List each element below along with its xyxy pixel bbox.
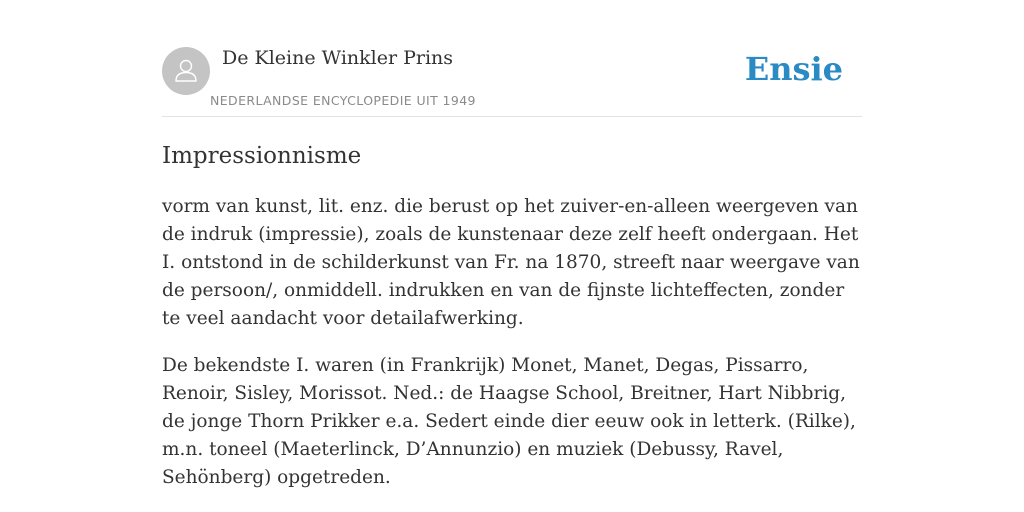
page-container bbox=[162, 46, 862, 492]
avatar[interactable] bbox=[162, 47, 210, 95]
entry-paragraph-2: De bekendste I. waren (in Frankrijk) Monet, Manet, Degas, Pissarro, Renoir, Sisley, Morissot. Ned.: de Haagse School, Breitner, Hart Nibbrig, de jonge Thorn Prikker e.a. Sedert einde dier eeuw ook in letterk. (Rilke), m.n. toneel (Maeterlinck, D’Annunzio) en muziek (Debussy, Ravel, Sehönberg) opgetreden. bbox=[162, 355, 856, 488]
source-subtitle: NEDERLANDSE ENCYCLOPEDIE UIT 1949 bbox=[210, 93, 476, 108]
source-header bbox=[162, 46, 862, 117]
entry-paragraph-1: vorm van kunst, lit. enz. die berust op het zuiver-en-alleen weergeven van de indruk (impressie), zoals de kunstenaar deze zelf heeft ondergaan. Het I. ontstond in de schilderkunst van Fr. na 1870, streeft naar weergave van de persoon/, onmiddell. indrukken en van de fijnste lichteffecten, zonder te veel aandacht voor detailafwerking. bbox=[162, 196, 860, 329]
source-title[interactable]: De Kleine Winkler Prins bbox=[222, 47, 454, 69]
entry-title: Impressionnisme bbox=[162, 143, 362, 169]
user-outline-icon bbox=[172, 57, 200, 85]
ensie-logo[interactable]: Ensie bbox=[744, 50, 843, 88]
